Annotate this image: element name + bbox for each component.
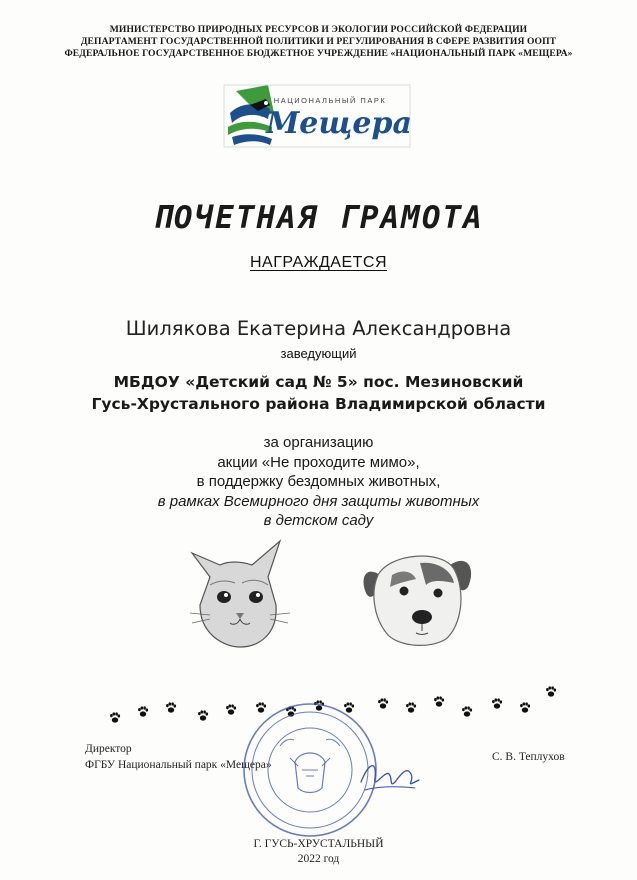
paw-print (198, 710, 208, 720)
organization-line-2: Гусь-Хрустального района Владимирской области (91, 395, 546, 413)
paw-print (546, 686, 556, 696)
paw-print (520, 702, 530, 712)
paw-print (462, 706, 472, 716)
award-reason (0, 433, 637, 531)
director-role-line-1: Директор (85, 743, 132, 755)
issue-year: 2022 год (297, 853, 340, 865)
issuer-header (0, 24, 637, 60)
kitten-drawing (190, 541, 290, 647)
park-logo (222, 83, 412, 149)
recipient-position: заведующий (280, 346, 357, 361)
signer-name: С. В. Теплухов (492, 751, 565, 763)
paw-print (434, 696, 444, 706)
paw-print (226, 704, 236, 714)
paw-print (166, 702, 176, 712)
director-role-line-2: ФГБУ Национальный парк «Мещера» (85, 759, 272, 771)
reason-line-3: в поддержку бездомных животных, (196, 473, 441, 490)
handwritten-signature (355, 752, 425, 797)
organization-block (0, 371, 637, 415)
paw-print (492, 698, 502, 708)
header-line-institution: ФЕДЕРАЛЬНОЕ ГОСУДАРСТВЕННОЕ БЮДЖЕТНОЕ УЧРЕЖДЕНИЕ «НАЦИОНАЛЬНЫЙ ПАРК «МЕЩЕРА» (64, 48, 573, 59)
issue-place-and-year (0, 837, 637, 867)
reason-line-2: акции «Не проходите мимо», (217, 453, 420, 471)
reason-line-5: в детском саду (263, 512, 374, 529)
header-line-ministry: МИНИСТЕРСТВО ПРИРОДНЫХ РЕСУРСОВ И ЭКОЛОГИИ РОССИЙСКОЙ ФЕДЕРАЦИИ (109, 24, 528, 35)
kitten-and-puppy-illustration (180, 535, 480, 650)
paw-print (110, 712, 120, 722)
reason-line-4: в рамках Всемирного дня защиты животных (157, 492, 480, 510)
certificate-title: ПОЧЕТНАЯ ГРАМОТА (153, 200, 484, 236)
recipient-name: Шилякова Екатерина Александровна (125, 317, 512, 340)
awarded-label: НАГРАЖДАЕТСЯ (250, 254, 387, 271)
header-line-department: ДЕПАРТАМЕНТ ГОСУДАРСТВЕННОЙ ПОЛИТИКИ И РЕГУЛИРОВАНИЯ В СФЕРЕ РАЗВИТИЯ ООПТ (80, 36, 557, 47)
reason-line-1: за организацию (263, 434, 374, 451)
organization-line-1: МБДОУ «Детский сад № 5» пос. Мезиновский (113, 373, 524, 391)
logo-big-text: Мещера (266, 106, 412, 141)
logo-small-text: НАЦИОНАЛЬНЫЙ ПАРК (273, 96, 387, 105)
issue-city: Г. ГУСЬ-ХРУСТАЛЬНЫЙ (253, 838, 384, 850)
puppy-drawing (364, 556, 472, 645)
paw-print (406, 702, 416, 712)
paw-print (138, 706, 148, 716)
